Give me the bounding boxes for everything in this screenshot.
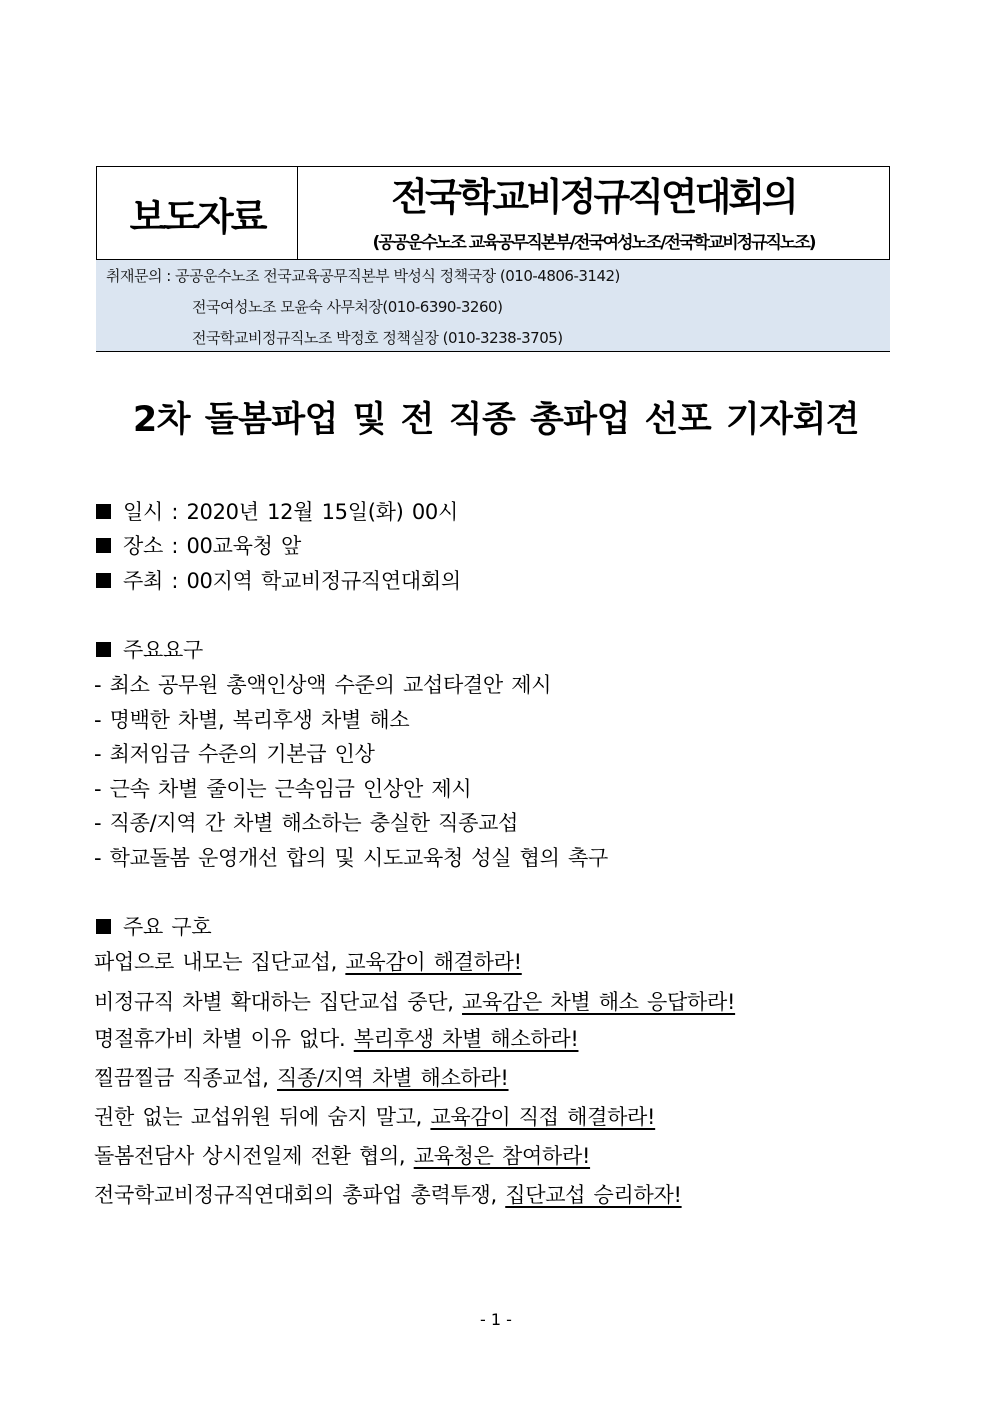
slogan-emphasis: 직종/지역 차별 해소하라! <box>277 1066 509 1090</box>
slogan-text: 명절휴가비 차별 이유 없다. <box>94 1027 354 1051</box>
contact-line-1: 취재문의 : 공공운수노조 전국교육공무직본부 박성식 정책국장 (010-4806-3142) <box>106 267 620 285</box>
organization-members: (공공운수노조 교육공무직본부/전국여성노조/전국학교비정규직노조) <box>372 232 815 253</box>
slogan-text: 비정규직 차별 확대하는 집단교섭 중단, <box>94 990 463 1014</box>
slogan-emphasis: 집단교섭 승리하자! <box>505 1183 682 1207</box>
slogan-item <box>94 986 735 1016</box>
demand-item: - 학교돌봄 운영개선 합의 및 시도교육청 성실 협의 촉구 <box>94 846 608 870</box>
slogan-emphasis: 교육청은 참여하라! <box>413 1144 591 1168</box>
slogans-heading <box>96 911 211 941</box>
demand-item: - 명백한 차별, 복리후생 차별 해소 <box>94 708 410 732</box>
slogan-emphasis: 복리후생 차별 해소하라! <box>353 1027 579 1051</box>
demands-heading-text: 주요요구 <box>123 638 203 662</box>
slogan-item <box>94 1023 578 1053</box>
slogan-text: 권한 없는 교섭위원 뒤에 숨지 말고, <box>94 1105 431 1129</box>
info-place-text: 장소 : 00교육청 앞 <box>123 534 301 558</box>
slogan-emphasis: 교육감은 차별 해소 응답하라! <box>462 990 736 1014</box>
demand-item: - 최저임금 수준의 기본급 인상 <box>94 742 375 766</box>
slogan-item <box>94 1140 590 1170</box>
document-title: 2차 돌봄파업 및 전 직종 총파업 선포 기자회견 <box>132 400 860 440</box>
slogan-emphasis: 교육감이 직접 해결하라! <box>430 1105 656 1129</box>
page-number: - 1 - <box>480 1310 512 1329</box>
info-date <box>96 496 458 526</box>
press-release-label: 보도자료 <box>129 194 265 239</box>
slogan-item <box>94 1101 655 1131</box>
slogan-text: 파업으로 내모는 집단교섭, <box>94 950 346 974</box>
press-release-label-cell <box>97 167 298 259</box>
demand-item: - 근속 차별 줄이는 근속임금 인상안 제시 <box>94 777 472 801</box>
organization-name: 전국학교비정규직연대회의 <box>391 174 796 219</box>
info-host <box>96 565 461 595</box>
info-place <box>96 530 301 560</box>
slogan-text: 돌봄전담사 상시전일제 전환 협의, <box>94 1144 414 1168</box>
press-header-table <box>96 166 890 260</box>
slogans-heading-text: 주요 구호 <box>123 915 212 939</box>
info-date-text: 일시 : 2020년 12월 15일(화) 00시 <box>123 500 458 524</box>
slogan-text: 전국학교비정규직연대회의 총파업 총력투쟁, <box>94 1183 506 1207</box>
demand-item: - 직종/지역 간 차별 해소하는 충실한 직종교섭 <box>94 811 519 835</box>
square-bullet-icon <box>96 504 111 519</box>
slogan-item <box>94 1062 509 1092</box>
info-host-text: 주최 : 00지역 학교비정규직연대회의 <box>123 569 461 593</box>
slogan-emphasis: 교육감이 해결하라! <box>345 950 522 974</box>
contact-info-box <box>96 260 890 352</box>
slogan-text: 찔끔찔금 직종교섭, <box>94 1066 278 1090</box>
demands-heading <box>96 634 203 664</box>
contact-line-3: 전국학교비정규직노조 박정호 정책실장 (010-3238-3705) <box>192 329 563 347</box>
organization-cell <box>298 167 889 259</box>
slogan-item <box>94 1179 682 1209</box>
contact-line-2: 전국여성노조 모윤숙 사무처장(010-6390-3260) <box>192 298 503 316</box>
slogan-item <box>94 946 522 976</box>
square-bullet-icon <box>96 573 111 588</box>
square-bullet-icon <box>96 919 111 934</box>
square-bullet-icon <box>96 538 111 553</box>
demand-item: - 최소 공무원 총액인상액 수준의 교섭타결안 제시 <box>94 673 552 697</box>
square-bullet-icon <box>96 642 111 657</box>
